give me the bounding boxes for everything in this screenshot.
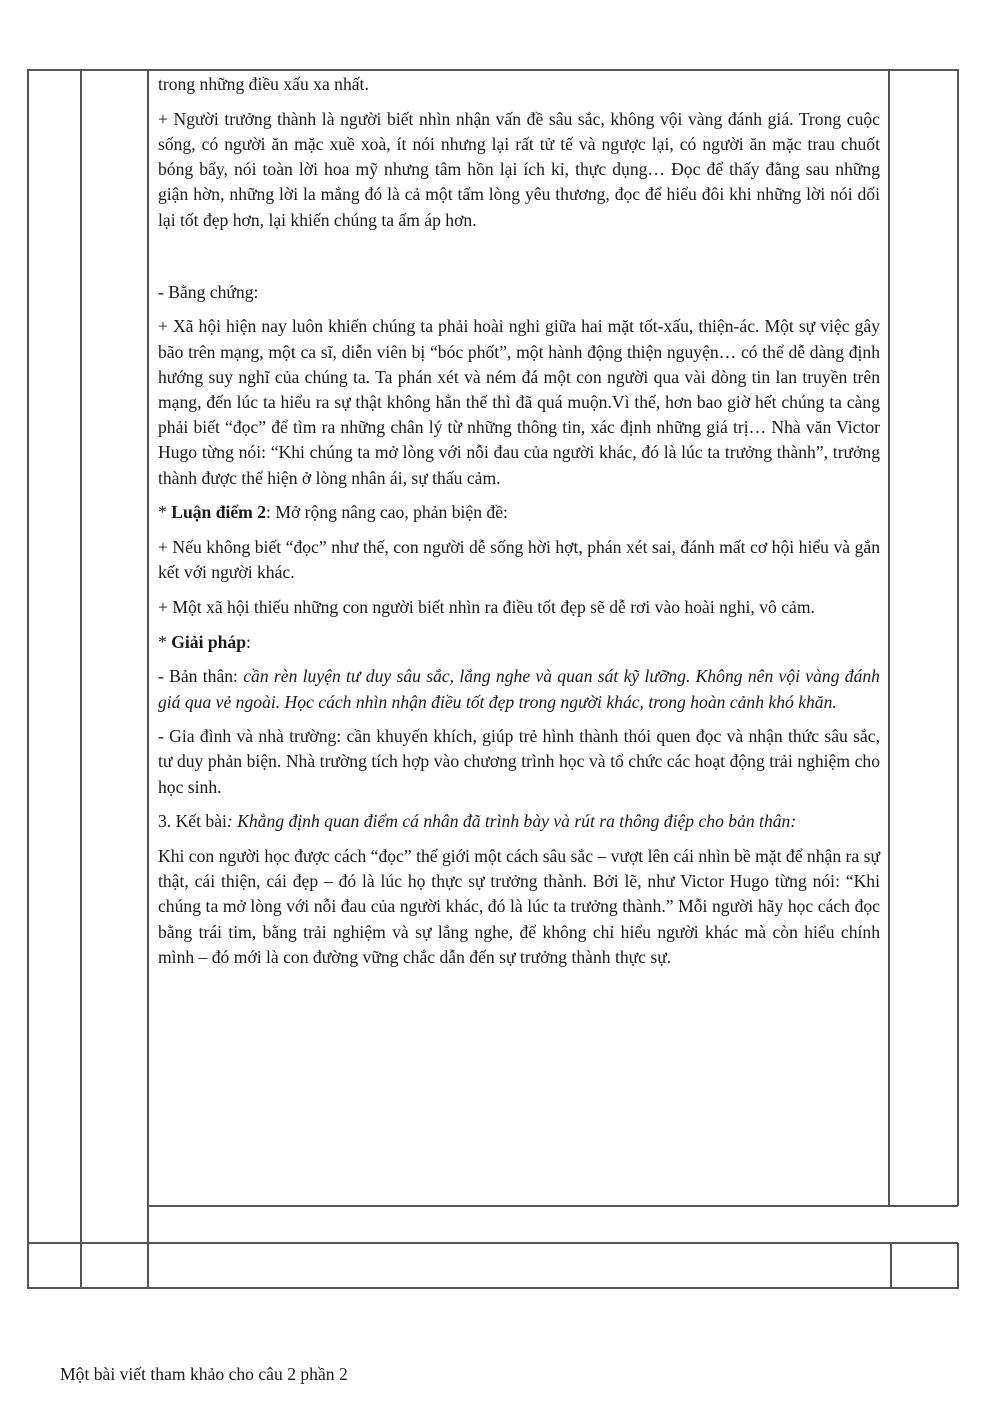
content-cell: [158, 72, 880, 980]
paragraph-p5: [158, 500, 880, 525]
table-col-divider-2: [147, 69, 149, 1289]
table-border-right-lower: [957, 1243, 959, 1289]
content-row-bottom: [147, 1205, 958, 1207]
table-col-divider-3-lower: [890, 1243, 892, 1289]
text-segment: 3. Kết bài: [158, 811, 227, 832]
text-segment: Khi con người học được cách “đọc” thế giới một cách sâu sắc – vượt lên cái nhìn bề mặt để nhận ra sự thật, cái thiện, cái đẹp – đó là lúc họ thực sự trưởng thành. Bởi lẽ, như Victor Hugo từng nói: “Khi chúng ta mở lòng với nỗi đau của người khác, đó là lúc ta trưởng thành.” Mỗi người hãy học cách đọc bằng trái tim, bằng trải nghiệm và sự lắng nghe, để không chỉ hiểu người khác mà còn hiểu chính mình – đó mới là con đường vững chắc dẫn đến sự trưởng thành thực sự.: [158, 846, 880, 967]
paragraph-p10: [158, 724, 880, 800]
paragraph-p11: [158, 809, 880, 834]
text-segment: Luận điểm 2: [171, 502, 267, 523]
table-border-right: [957, 69, 959, 1206]
text-segment: *: [158, 631, 172, 652]
paragraph-p1: [158, 72, 880, 97]
text-segment: + Người trưởng thành là người biết nhìn nhận vấn đề sâu sắc, không vội vàng đánh giá. Trong cuộc sống, có người ăn mặc xuề xoà, ít nói nhưng lại rất tử tế và ngược lại, có người ăn mặc trau chuốt bóng bẩy, nói toàn lời hoa mỹ nhưng tâm hồn lại ích kỉ, thực dụng… Đọc để thấy đằng sau những giận hờn, những lời la mắng đó là cả một tấm lòng yêu thương, đọc để hiểu đôi khi những lời nói dối lại tốt đẹp hơn, lại khiến chúng ta ấm áp hơn.: [158, 108, 880, 230]
paragraph-p9: [158, 664, 880, 714]
text-segment: :: [246, 631, 251, 652]
text-segment: + Một xã hội thiếu những con người biết nhìn ra điều tốt đẹp sẽ dễ rơi vào hoài nghi, vô cảm.: [158, 596, 815, 617]
lower-row-top: [27, 1242, 958, 1244]
text-segment: - Bằng chứng:: [158, 281, 259, 302]
paragraph-p8: [158, 630, 880, 655]
text-segment: - Bản thân:: [158, 666, 244, 687]
table-col-divider-1: [80, 69, 82, 1289]
text-segment: : Mở rộng nâng cao, phản biện đề:: [266, 502, 508, 523]
table-border-left: [27, 69, 29, 1289]
caption: Một bài viết tham khảo cho câu 2 phần 2: [60, 1364, 348, 1384]
text-segment: *: [158, 502, 172, 523]
paragraph-p12: [158, 844, 880, 970]
paragraph-p3: [158, 280, 880, 305]
paragraph-p4: [158, 314, 880, 490]
text-segment: + Xã hội hiện nay luôn khiến chúng ta phải hoài nghi giữa hai mặt tốt-xấu, thiện-ác. Một sự việc gây bão trên mạng, một ca sĩ, diễn viên bị “bóc phốt”, một hành động thiện nguyện… có thể dễ dàng định hướng suy nghĩ của chúng ta. Ta phán xét và ném đá một con người qua vài dòng tin lan truyền trên mạng, đến lúc ta hiểu ra sự thật không hẳn thế thì đã quá muộn.Vì thế, hơn bao giờ hết chúng ta càng phải biết “đọc” để tìm ra những chân lý từ những thông tin, xác định những giá trị… Nhà văn Victor Hugo từng nói: “Khi chúng ta mở lòng với nỗi đau của người khác, đó là lúc ta trưởng thành”, trưởng thành được thể hiện ở lòng nhân ái, sự thấu cảm.: [158, 316, 880, 488]
paragraph-p7: [158, 595, 880, 620]
paragraph-p2: [158, 107, 880, 233]
text-segment: + Nếu không biết “đọc” như thế, con người dễ sống hời hợt, phán xét sai, đánh mất cơ hội hiểu và gắn kết với người khác.: [158, 537, 880, 583]
table-border-top: [27, 69, 958, 71]
table-border-bottom: [27, 1287, 958, 1289]
table-col-divider-3-upper: [888, 69, 890, 1206]
text-segment: : Khẳng định quan điểm cá nhân đã trình bày và rút ra thông điệp cho bản thân:: [226, 811, 797, 832]
text-segment: - Gia đình và nhà trường: cần khuyến khích, giúp trẻ hình thành thói quen đọc và nhận thức sâu sắc, tư duy phản biện. Nhà trường tích hợp vào chương trình học và tổ chức các hoạt động trải nghiệm cho học sinh.: [158, 726, 880, 797]
text-segment: cần rèn luyện tư duy sâu sắc, lắng nghe và quan sát kỹ lưỡng. Không nên vội vàng đánh giá qua vẻ ngoài. Học cách nhìn nhận điều tốt đẹp trong người khác, trong hoàn cảnh khó khăn.: [158, 666, 880, 712]
text-segment: trong những điều xấu xa nhất.: [158, 74, 369, 94]
paragraph-p6: [158, 535, 880, 585]
text-segment: Giải pháp: [171, 631, 247, 652]
